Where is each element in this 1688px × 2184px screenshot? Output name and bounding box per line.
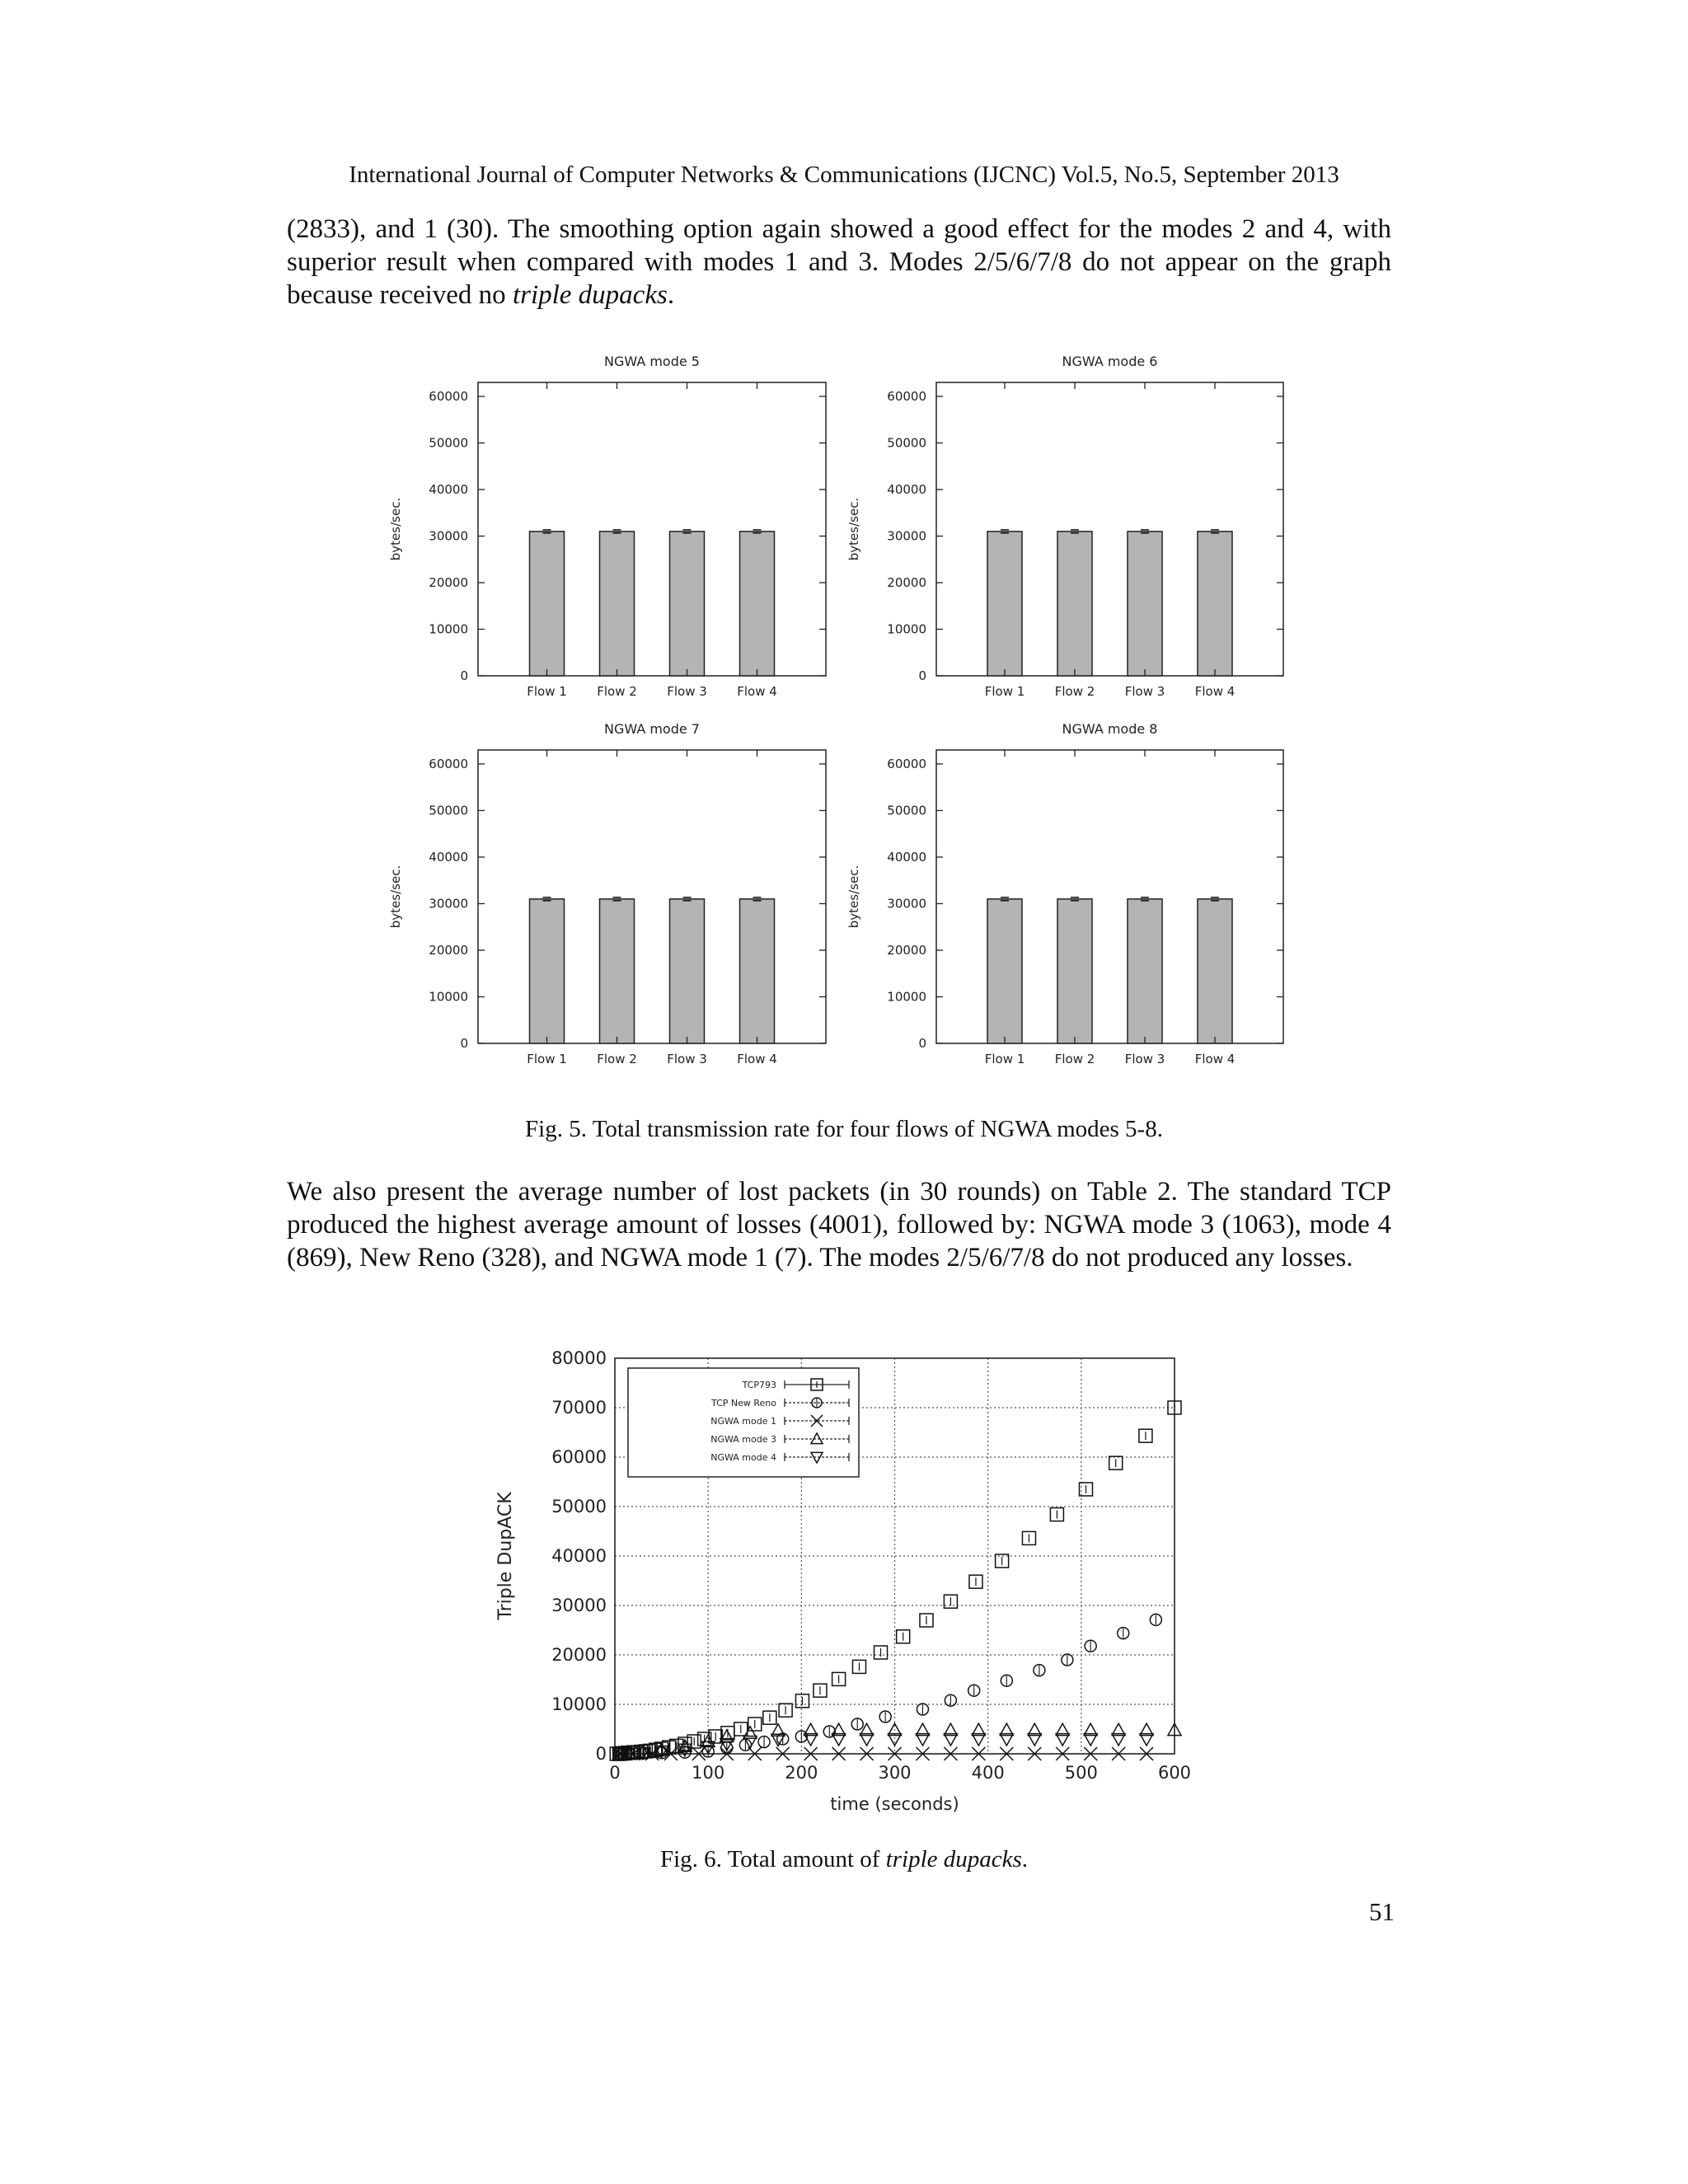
y-tick-label: 20000	[887, 574, 926, 590]
y-tick-label: 30000	[887, 528, 926, 544]
figure-6-caption-end: .	[1021, 1846, 1029, 1872]
x-tick-label: Flow 4	[737, 684, 777, 699]
figure-5-caption: Fig. 5. Total transmission rate for four flows of NGWA modes 5-8.	[525, 1116, 1163, 1142]
y-tick-label: 60000	[887, 756, 926, 771]
y-axis-label: bytes/sec.	[388, 497, 403, 561]
y-tick-label: 60000	[429, 388, 468, 404]
y-tick-label: 60000	[551, 1447, 607, 1467]
x-tick-label: Flow 1	[527, 1052, 567, 1066]
y-tick-label: 40000	[429, 849, 468, 865]
page-number: 51	[1369, 1897, 1395, 1926]
legend-label: TCP793	[742, 1380, 776, 1390]
y-axis-label: bytes/sec.	[846, 497, 861, 561]
y-tick-label: 0	[918, 668, 926, 683]
paragraph-intro-text: (2833), and 1 (30). The smoothing option again showed a good effect for the modes 2 and 4, with superior result when compared with modes 1 and 3. Modes 2/5/6/7/8 do not appear on the graph because received no	[287, 214, 1391, 310]
x-tick-label: Flow 4	[737, 1052, 777, 1066]
y-tick-label: 30000	[429, 528, 468, 544]
x-tick-label: Flow 4	[1194, 684, 1236, 699]
x-tick-label: Flow 2	[1054, 684, 1095, 699]
y-tick-label: 40000	[551, 1546, 607, 1566]
chart-title: NGWA mode 6	[1062, 354, 1158, 369]
y-tick-label: 0	[918, 1036, 926, 1051]
figure-6-caption	[0, 1846, 1688, 1873]
paragraph-losses: We also present the average number of lost packets (in 30 rounds) on Table 2. The standard TCP produced the highest average amount of losses (4001), followed by: NGWA mode 3 (1063), mode 4 (869), New Reno (328), and NGWA mode 1 (7). The modes 2/5/6/7/8 do not produced any losses.	[287, 1177, 1391, 1272]
y-tick-label: 40000	[887, 849, 926, 865]
y-tick-label: 10000	[887, 621, 926, 637]
x-tick-label: Flow 3	[667, 684, 707, 699]
y-tick-label: 40000	[429, 481, 468, 497]
y-tick-label: 60000	[429, 756, 468, 771]
y-axis-label: bytes/sec.	[846, 865, 861, 929]
x-tick-label: Flow 4	[1194, 1052, 1236, 1066]
chart-title: NGWA mode 8	[1062, 721, 1158, 737]
y-tick-label: 10000	[429, 989, 468, 1005]
y-tick-label: 50000	[429, 803, 468, 818]
y-tick-label: 10000	[887, 989, 926, 1005]
y-tick-label: 50000	[887, 803, 926, 818]
y-tick-label: 50000	[551, 1497, 607, 1516]
x-tick-label: 100	[692, 1763, 725, 1783]
y-tick-label: 60000	[887, 388, 926, 404]
y-tick-label: 0	[460, 1036, 468, 1051]
paragraph-intro-end: .	[667, 280, 675, 310]
x-tick-label: Flow 2	[1054, 1052, 1095, 1066]
y-tick-label: 20000	[429, 942, 468, 958]
scatter-plot	[495, 1348, 1191, 1814]
figure-6-caption-emphasis: triple dupacks	[885, 1846, 1022, 1872]
x-tick-label: Flow 2	[597, 684, 637, 699]
running-header: International Journal of Computer Networks & Communications (IJCNC) Vol.5, No.5, September 2013	[349, 162, 1339, 188]
y-tick-label: 0	[595, 1744, 607, 1764]
y-tick-label: 30000	[887, 896, 926, 912]
chart-title: NGWA mode 5	[604, 354, 700, 369]
y-axis-label: bytes/sec.	[388, 865, 403, 929]
x-axis-label: time (seconds)	[830, 1794, 959, 1814]
x-tick-label: Flow 1	[527, 684, 567, 699]
y-tick-label: 50000	[887, 435, 926, 451]
figure-6-caption-text: Fig. 6. Total amount of	[659, 1846, 886, 1872]
y-tick-label: 20000	[429, 574, 468, 590]
x-tick-label: 500	[1064, 1763, 1098, 1783]
series-tcp-new-reno	[614, 1614, 1162, 1760]
y-tick-label: 10000	[429, 621, 468, 637]
x-tick-label: Flow 3	[1124, 684, 1165, 699]
x-tick-label: Flow 3	[1124, 1052, 1165, 1066]
y-axis-label: Triple DupACK	[495, 1492, 516, 1620]
y-tick-label: 80000	[551, 1348, 607, 1368]
x-tick-label: Flow 2	[597, 1052, 637, 1066]
x-tick-label: 200	[785, 1763, 818, 1783]
y-tick-label: 30000	[429, 896, 468, 912]
x-tick-label: 600	[1157, 1763, 1192, 1783]
x-tick-label: 0	[609, 1763, 621, 1783]
x-tick-label: Flow 1	[984, 1052, 1025, 1066]
y-tick-label: 20000	[551, 1645, 607, 1665]
legend-label: TCP New Reno	[711, 1398, 776, 1408]
x-tick-label: Flow 3	[667, 1052, 707, 1066]
legend-label: NGWA mode 3	[710, 1434, 776, 1445]
legend-label: NGWA mode 1	[710, 1416, 776, 1427]
x-tick-label: 300	[878, 1763, 912, 1783]
y-tick-label: 40000	[887, 481, 926, 497]
chart-title: NGWA mode 7	[604, 721, 700, 737]
y-tick-label: 20000	[887, 942, 926, 958]
y-tick-label: 10000	[551, 1694, 607, 1714]
legend-label: NGWA mode 4	[710, 1452, 776, 1463]
x-tick-label: Flow 1	[984, 684, 1025, 699]
y-tick-label: 30000	[551, 1596, 607, 1615]
x-tick-label: 400	[971, 1763, 1005, 1783]
y-tick-label: 70000	[551, 1398, 607, 1418]
y-tick-label: 0	[460, 668, 468, 683]
legend	[628, 1368, 859, 1477]
paragraph-intro-emphasis: triple dupacks	[512, 280, 668, 310]
y-tick-label: 50000	[429, 435, 468, 451]
